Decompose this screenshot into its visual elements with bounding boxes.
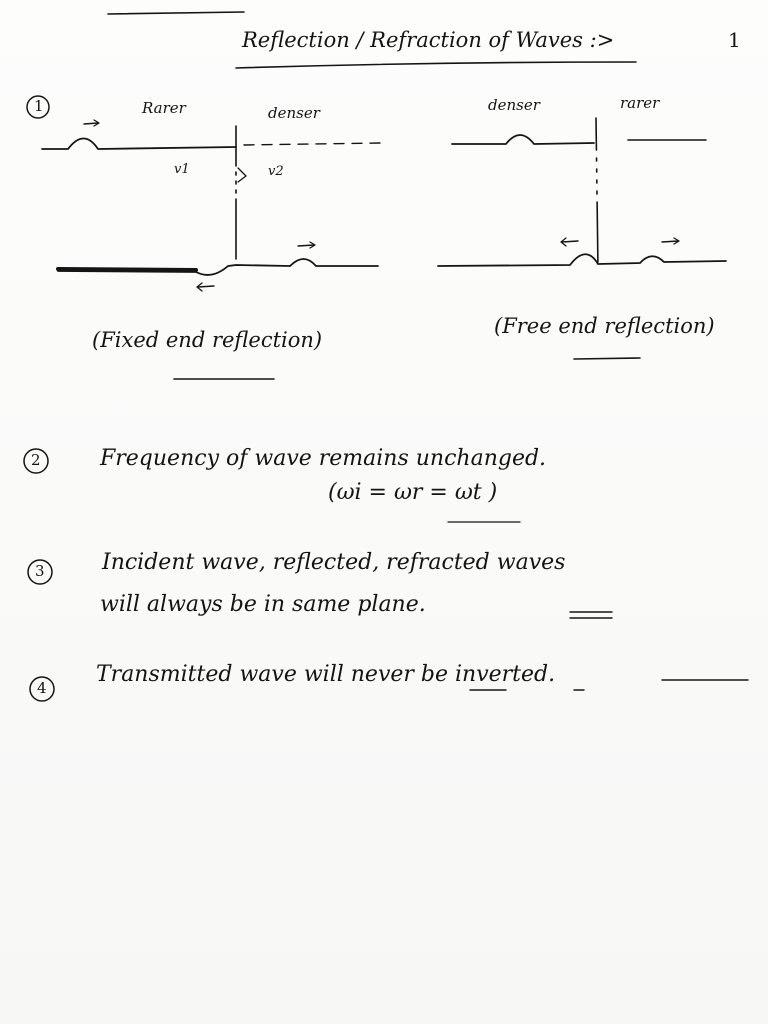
left-top-string: [42, 139, 236, 150]
left-bottom-string: [58, 259, 378, 275]
right-trans-arrow: [662, 241, 678, 242]
point-3-line-2: will always be in same plane.: [100, 592, 426, 617]
right-medium-denser: denser: [488, 96, 540, 114]
left-trans-arrow: [298, 245, 314, 246]
free-end-caption: (Free end reflection): [494, 314, 715, 338]
point-3-line-1: Incident wave, reflected, refracted waves: [102, 550, 566, 575]
page-number: 1: [728, 28, 741, 52]
left-medium-denser: denser: [268, 104, 320, 122]
left-bottom-thick: [58, 269, 196, 270]
page-title: Reflection / Refraction of Waves :>: [242, 28, 615, 52]
velocity-v1: v1: [174, 162, 190, 177]
point-2-number: 2: [31, 451, 41, 469]
right-refl-arrow: [562, 241, 578, 242]
left-dense-dashed: [244, 143, 380, 145]
right-top-string: [452, 135, 594, 144]
right-boundary: [596, 118, 598, 270]
left-medium-rarer: Rarer: [142, 99, 186, 117]
free-end-underline: [574, 358, 640, 359]
right-bottom-string: [438, 254, 726, 266]
point-4-number: 4: [37, 679, 47, 697]
velocity-v2: v2: [268, 164, 284, 179]
point-1-number: 1: [34, 97, 44, 115]
right-medium-rarer: rarer: [620, 94, 660, 112]
point-4-text: Transmitted wave will never be inverted.: [96, 662, 556, 687]
left-top-arrow: [84, 123, 98, 124]
title-underline: [236, 62, 636, 68]
fixed-end-caption: (Fixed end reflection): [92, 328, 323, 352]
point-2-text: Frequency of wave remains unchanged.: [100, 446, 547, 471]
v1-arrow: [238, 168, 246, 182]
point-2-formula: (ωi = ωr = ωt ): [328, 480, 498, 505]
left-bottom-arrow: [198, 286, 214, 287]
point-3-number: 3: [35, 562, 45, 580]
top-stray-line: [108, 12, 244, 14]
